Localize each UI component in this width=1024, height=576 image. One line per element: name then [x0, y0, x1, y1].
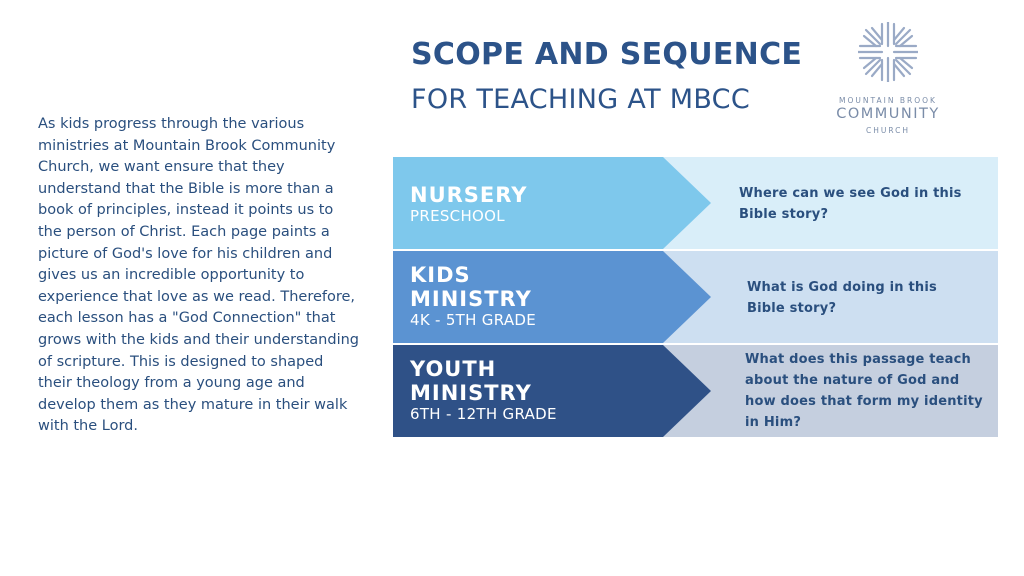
youth-name-line1: YOUTH — [410, 357, 497, 381]
youth-grade: 6TH - 12TH GRADE — [410, 405, 557, 423]
nursery-question: Where can we see God in this Bible story? — [739, 186, 962, 222]
nursery-grade: PRESCHOOL — [410, 207, 505, 225]
intro-paragraph: As kids progress through the various ministries at Mountain Brook Community Church, we want ensure that they understand that the Bible is more than a book of principles, instead it points us to the person of Christ. Each page paints a picture of God's love for his children and gives us an incredible opportunity to experience that love as we read. Therefore, each lesson has a "God Connection" that grows with the kids and their understanding of scripture. This is designed to shaped their theology from a young age and develop them as they mature in their walk with the Lord. — [38, 116, 360, 435]
nursery-label — [410, 183, 528, 225]
youth-label — [410, 357, 557, 423]
logo-text-line3: CHURCH — [865, 126, 911, 135]
logo-text-line2: COMMUNITY — [836, 106, 940, 122]
church-logo — [818, 18, 958, 148]
kids-grade: 4K - 5TH GRADE — [410, 311, 537, 329]
youth-name-line2: MINISTRY — [410, 381, 532, 405]
youth-question: What does this passage teach about the nature of God and how does that form my identity in Him? — [745, 352, 983, 430]
kids-question: What is God doing in this Bible story? — [747, 280, 937, 316]
row-kids-ministry — [393, 251, 998, 343]
kids-name-line1: KIDS — [410, 263, 471, 287]
kids-name-line2: MINISTRY — [410, 287, 532, 311]
row-nursery — [393, 157, 998, 249]
page-subtitle: FOR TEACHING AT MBCC — [411, 84, 750, 115]
starburst-cross-icon — [858, 22, 918, 82]
row-youth-ministry — [393, 345, 998, 437]
nursery-name: NURSERY — [410, 183, 528, 207]
page-title: SCOPE AND SEQUENCE — [411, 37, 803, 72]
kids-label — [410, 263, 536, 329]
logo-text-line1: MOUNTAIN BROOK — [839, 96, 937, 105]
